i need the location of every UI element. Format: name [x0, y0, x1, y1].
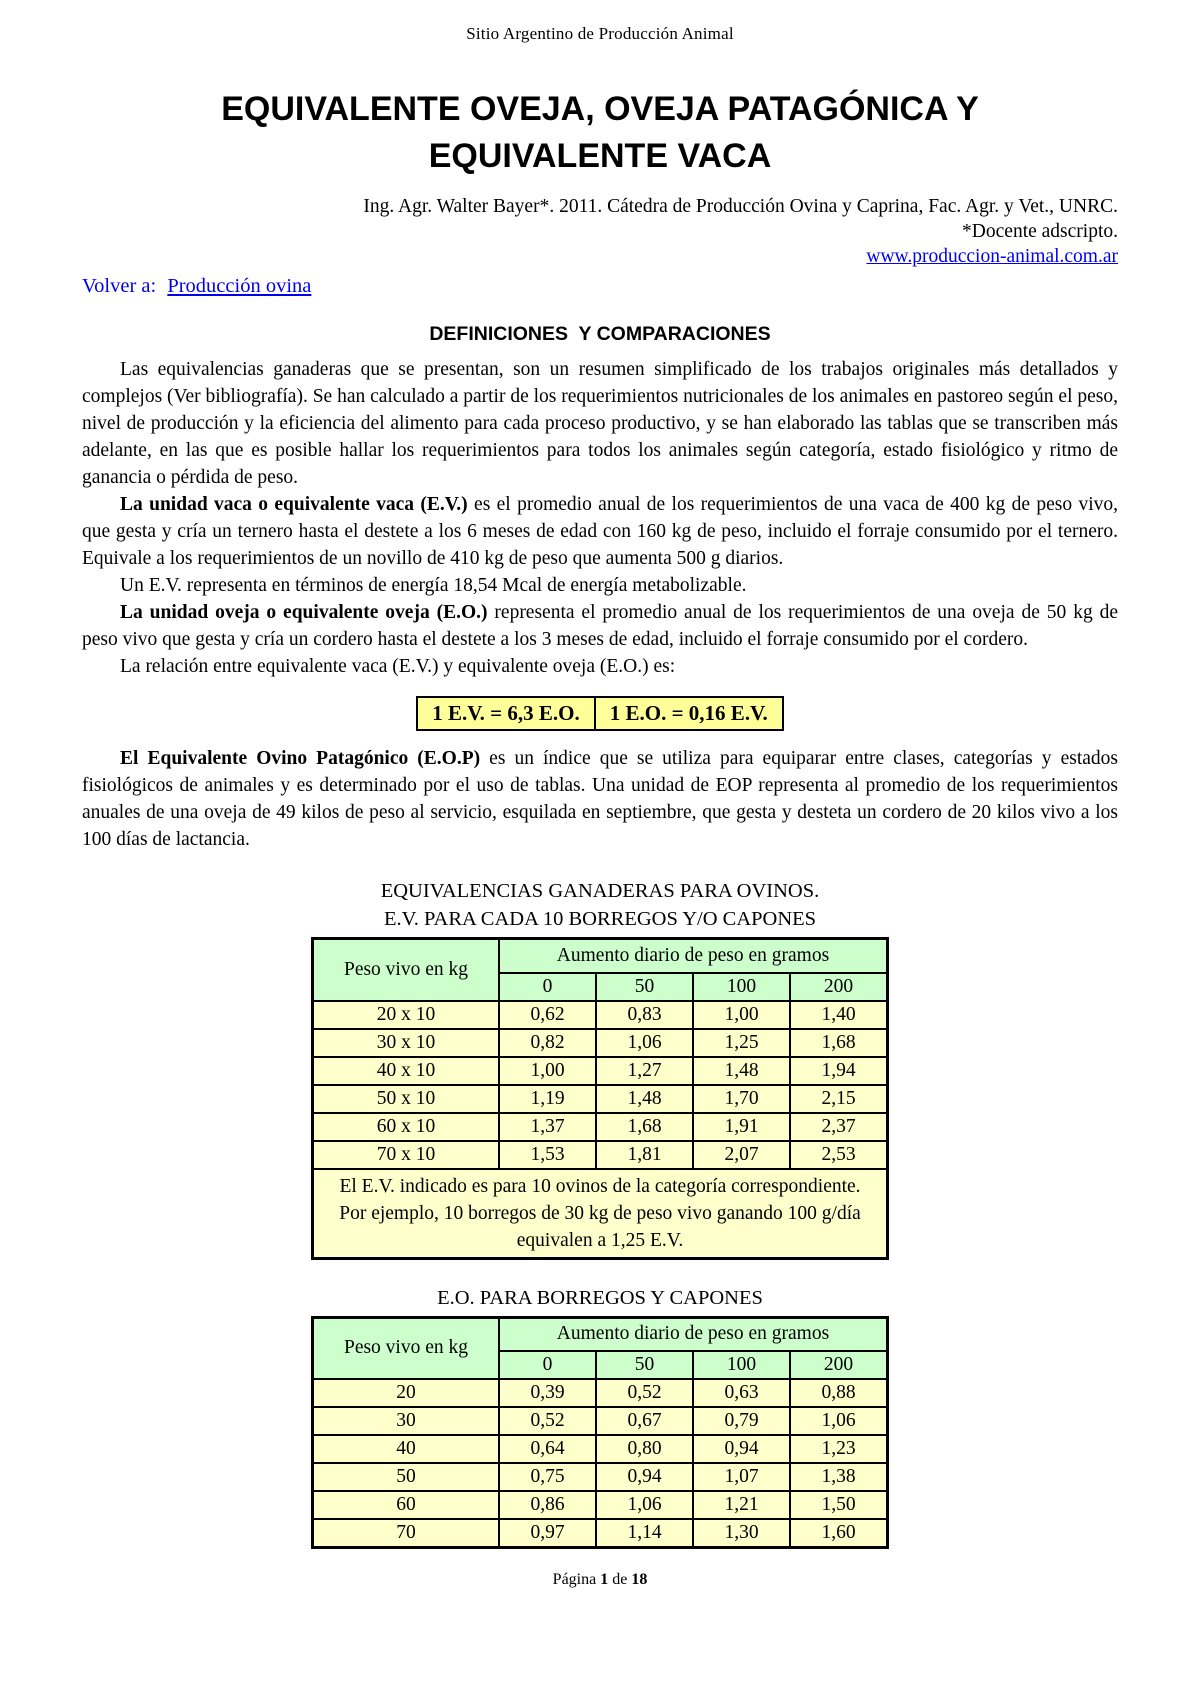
table-row — [313, 1519, 888, 1547]
ev-table-title — [82, 877, 1118, 933]
table-cell: 1,40 — [790, 1001, 888, 1029]
row-label: 50 x 10 — [313, 1085, 500, 1113]
table-cell: 1,27 — [596, 1057, 693, 1085]
ev-table-col-header: 50 — [596, 973, 693, 1001]
table-row — [313, 1141, 888, 1169]
eo-table-title: E.O. PARA BORREGOS Y CAPONES — [437, 1286, 763, 1309]
table-cell: 0,75 — [499, 1463, 596, 1491]
breadcrumb — [82, 273, 1118, 299]
table-cell: 2,07 — [693, 1141, 790, 1169]
table-row — [313, 1057, 888, 1085]
table-cell: 1,81 — [596, 1141, 693, 1169]
ev-table — [311, 937, 889, 1260]
back-link[interactable]: Producción ovina — [167, 275, 312, 297]
ev-table-footnote: El E.V. indicado es para 10 ovinos de la categoría correspondiente. Por ejemplo, 10 borregos de 30 kg de peso vivo ganando 100 g/día equivalen a 1,25 E.V. — [313, 1169, 888, 1259]
ev-table-title-line2: E.V. PARA CADA 10 BORREGOS Y/O CAPONES — [383, 908, 817, 930]
table-cell: 0,63 — [693, 1379, 790, 1407]
table-cell: 1,94 — [790, 1057, 888, 1085]
table-cell: 1,68 — [596, 1113, 693, 1141]
table-cell: 0,79 — [693, 1407, 790, 1435]
paragraph-relation: La relación entre equivalente vaca (E.V.) y equivalente oveja (E.O.) es: — [120, 656, 676, 677]
back-label: Volver a: — [82, 275, 157, 297]
table-cell: 1,48 — [693, 1057, 790, 1085]
page-title-line2: EQUIVALENTE VACA — [428, 137, 772, 175]
table-cell: 1,06 — [790, 1407, 888, 1435]
paragraph-eo-definition — [82, 599, 1118, 653]
byline-block — [82, 194, 1118, 269]
row-label: 60 — [313, 1491, 500, 1519]
ev-table-col-header: 100 — [693, 973, 790, 1001]
row-label: 70 x 10 — [313, 1141, 500, 1169]
table-cell: 1,19 — [499, 1085, 596, 1113]
footer-page-number: 1 — [600, 1570, 609, 1588]
eo-definition-lead: La unidad oveja o equivalente oveja (E.O.) — [120, 602, 488, 623]
page-title — [82, 86, 1118, 180]
ev-table-col-header: 0 — [499, 973, 596, 1001]
paragraph-eop-definition — [82, 745, 1118, 853]
row-label: 20 — [313, 1379, 500, 1407]
site-url-link[interactable]: www.produccion-animal.com.ar — [866, 246, 1118, 267]
table-row — [313, 1491, 888, 1519]
table-row — [313, 1435, 888, 1463]
paragraph-intro: Las equivalencias ganaderas que se presentan, son un resumen simplificado de los trabajos originales más detallados y complejos (Ver bibliografía). Se han calculado a partir de los requerimientos nutricionales de los animales en pastoreo según el peso, nivel de producción y la eficiencia del alimento para cada proceso productivo, y se han elaborado las tablas que se transcriben más adelante, en las que es posible hallar los requerimientos para todos los animales según categoría, estado fisiológico y ritmo de ganancia o pérdida de peso. — [82, 359, 1118, 488]
footer-total-pages: 18 — [631, 1570, 648, 1588]
row-label: 50 — [313, 1463, 500, 1491]
table-cell: 1,48 — [596, 1085, 693, 1113]
table-cell: 1,07 — [693, 1463, 790, 1491]
table-cell: 1,50 — [790, 1491, 888, 1519]
ev-to-eo-box: 1 E.V. = 6,3 E.O. — [416, 696, 596, 731]
row-label: 20 x 10 — [313, 1001, 500, 1029]
table-cell: 1,00 — [693, 1001, 790, 1029]
table-cell: 1,06 — [596, 1029, 693, 1057]
eo-table-group-header: Aumento diario de peso en gramos — [499, 1317, 888, 1351]
table-cell: 0,83 — [596, 1001, 693, 1029]
table-cell: 1,38 — [790, 1463, 888, 1491]
table-cell: 1,25 — [693, 1029, 790, 1057]
table-cell: 0,52 — [499, 1407, 596, 1435]
byline-note: *Docente adscripto. — [962, 221, 1118, 242]
eo-definition-body: representa el promedio anual de los requerimientos de una oveja de 50 kg de peso vivo que gesta y cría un cordero hasta el destete a los 3 meses de edad, incluido el forraje consumido por el cordero. — [82, 602, 1119, 650]
table-cell: 0,80 — [596, 1435, 693, 1463]
page-title-line1: EQUIVALENTE OVEJA, OVEJA PATAGÓNICA Y — [221, 90, 979, 128]
author-byline: Ing. Agr. Walter Bayer*. 2011. Cátedra de Producción Ovina y Caprina, Fac. Agr. y Vet., UNRC. — [363, 196, 1118, 217]
row-label: 30 x 10 — [313, 1029, 500, 1057]
table-cell: 0,94 — [693, 1435, 790, 1463]
table-cell: 1,30 — [693, 1519, 790, 1547]
ev-definition-body: es el promedio anual de los requerimientos de una vaca de 400 kg de peso vivo, que gesta y cría un ternero hasta el destete a los 6 meses de edad con 160 kg de peso, incluido el forraje consumido por el ternero. Equivale a los requerimientos de un novillo de 410 kg de peso que aumenta 500 g diarios. — [82, 494, 1118, 569]
table-cell: 1,37 — [499, 1113, 596, 1141]
footer-separator: de — [612, 1570, 628, 1588]
table-cell: 1,60 — [790, 1519, 888, 1547]
page-footer — [82, 1571, 1118, 1589]
ev-definition-lead: La unidad vaca o equivalente vaca (E.V.) — [120, 494, 468, 515]
paragraph-ev-definition — [82, 491, 1118, 572]
section-heading: DEFINICIONES Y COMPARACIONES — [429, 323, 771, 345]
table-row — [313, 1029, 888, 1057]
table-cell: 1,70 — [693, 1085, 790, 1113]
eo-table — [311, 1316, 889, 1549]
eo-table-col-header: 200 — [790, 1351, 888, 1379]
table-cell: 1,91 — [693, 1113, 790, 1141]
table-cell: 1,14 — [596, 1519, 693, 1547]
table-row — [313, 1407, 888, 1435]
table-cell: 1,00 — [499, 1057, 596, 1085]
table-cell: 1,21 — [693, 1491, 790, 1519]
table-cell: 0,97 — [499, 1519, 596, 1547]
table-cell: 0,52 — [596, 1379, 693, 1407]
table-cell: 2,37 — [790, 1113, 888, 1141]
table-cell: 2,15 — [790, 1085, 888, 1113]
site-header: Sitio Argentino de Producción Animal — [466, 24, 734, 43]
table-cell: 2,53 — [790, 1141, 888, 1169]
ev-table-group-header: Aumento diario de peso en gramos — [499, 939, 888, 973]
ev-table-corner-header: Peso vivo en kg — [313, 939, 500, 1001]
table-cell: 1,06 — [596, 1491, 693, 1519]
equivalence-boxes — [82, 696, 1118, 731]
ev-table-title-line1: EQUIVALENCIAS GANADERAS PARA OVINOS. — [380, 880, 820, 902]
eop-definition-body: es un índice que se utiliza para equiparar entre clases, categorías y estados fisiológicos de animales y es determinado por el uso de tablas. Una unidad de EOP representa al promedio de los requerimientos anuales de una oveja de 49 kilos de peso al servicio, esquilada en septiembre, que gesta y desteta un cordero de 20 kilos vivo a los 100 días de lactancia. — [82, 748, 1119, 850]
table-cell: 0,88 — [790, 1379, 888, 1407]
table-cell: 0,64 — [499, 1435, 596, 1463]
table-cell: 1,23 — [790, 1435, 888, 1463]
eo-table-corner-header: Peso vivo en kg — [313, 1317, 500, 1379]
table-cell: 0,62 — [499, 1001, 596, 1029]
table-row — [313, 1001, 888, 1029]
table-cell: 0,94 — [596, 1463, 693, 1491]
row-label: 40 x 10 — [313, 1057, 500, 1085]
table-cell: 1,68 — [790, 1029, 888, 1057]
table-row — [313, 1379, 888, 1407]
eo-table-col-header: 0 — [499, 1351, 596, 1379]
row-label: 30 — [313, 1407, 500, 1435]
eo-to-ev-box: 1 E.O. = 0,16 E.V. — [594, 696, 784, 731]
eo-table-col-header: 50 — [596, 1351, 693, 1379]
row-label: 40 — [313, 1435, 500, 1463]
footer-label: Página — [552, 1570, 597, 1588]
eo-table-col-header: 100 — [693, 1351, 790, 1379]
table-cell: 0,67 — [596, 1407, 693, 1435]
paragraph-ev-energy: Un E.V. representa en términos de energía 18,54 Mcal de energía metabolizable. — [120, 575, 747, 596]
table-cell: 1,53 — [499, 1141, 596, 1169]
row-label: 60 x 10 — [313, 1113, 500, 1141]
table-cell: 0,82 — [499, 1029, 596, 1057]
table-row — [313, 1463, 888, 1491]
row-label: 70 — [313, 1519, 500, 1547]
eop-definition-lead: El Equivalente Ovino Patagónico (E.O.P) — [120, 748, 481, 769]
table-row — [313, 1085, 888, 1113]
ev-table-col-header: 200 — [790, 973, 888, 1001]
table-cell: 0,86 — [499, 1491, 596, 1519]
table-cell: 0,39 — [499, 1379, 596, 1407]
table-row — [313, 1113, 888, 1141]
